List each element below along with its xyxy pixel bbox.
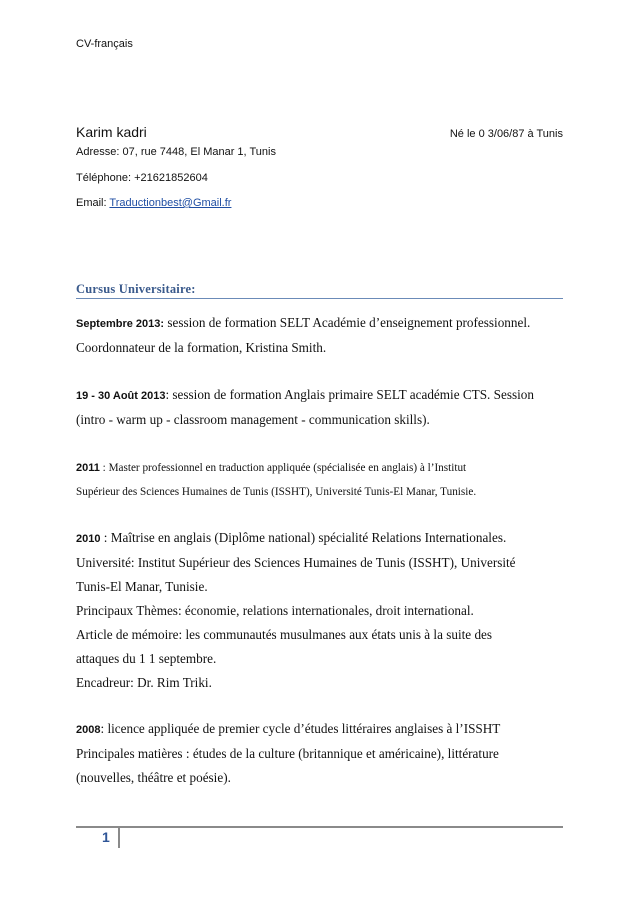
document-header: CV-français bbox=[76, 38, 133, 50]
entry-text: Principaux Thèmes: économie, relations internationales, droit international. bbox=[76, 603, 474, 618]
entry-date: 2010 bbox=[76, 533, 101, 545]
identity-row bbox=[76, 124, 563, 140]
birth-info: Né le 0 3/06/87 à Tunis bbox=[449, 128, 563, 140]
entry-text: attaques du 1 1 septembre. bbox=[76, 651, 217, 666]
phone: Téléphone: +21621852604 bbox=[76, 172, 208, 184]
entry-text: : Master professionnel en traduction appliquée (spécialisée en anglais) à l’Institut bbox=[99, 462, 467, 474]
entry-2013-sept bbox=[76, 311, 563, 360]
entry-text: session de formation SELT Académie d’enseignement professionnel. bbox=[164, 315, 531, 330]
section-divider bbox=[76, 298, 563, 299]
entry-text: : licence appliquée de premier cycle d’études littéraires anglaises à l’ISSHT bbox=[100, 721, 501, 736]
entry-text: Université: Institut Supérieur des Sciences Humaines de Tunis (ISSHT), Université bbox=[76, 555, 516, 570]
entry-2010 bbox=[76, 526, 563, 695]
entry-text: Encadreur: Dr. Rim Triki. bbox=[76, 675, 212, 690]
entry-date: Septembre 2013: bbox=[76, 318, 165, 330]
email-line bbox=[76, 197, 231, 209]
entry-text: Supérieur des Sciences Humaines de Tunis (ISSHT), Université Tunis-El Manar, Tunisie. bbox=[76, 486, 477, 498]
entry-text: : session de formation Anglais primaire SELT académie CTS. Session bbox=[165, 387, 534, 402]
person-name: Karim kadri bbox=[76, 124, 147, 140]
page-number: 1 bbox=[102, 829, 110, 845]
entry-2013-aout bbox=[76, 383, 563, 432]
entry-text: : Maîtrise en anglais (Diplôme national) spécialité Relations Internationales. bbox=[100, 530, 507, 545]
entry-text: (intro - warm up - classroom management - communication skills). bbox=[76, 412, 430, 427]
footer-separator bbox=[118, 826, 120, 848]
entry-text: Article de mémoire: les communautés musulmanes aux états unis à la suite des bbox=[76, 627, 493, 642]
footer-divider bbox=[76, 826, 563, 828]
email-link[interactable]: Traductionbest@Gmail.fr bbox=[109, 197, 232, 209]
entry-text: (nouvelles, théâtre et poésie). bbox=[76, 770, 231, 785]
entry-2011 bbox=[76, 456, 563, 504]
entry-text: Principales matières : études de la culture (britannique et américaine), littérature bbox=[76, 746, 499, 761]
section-title: Cursus Universitaire: bbox=[76, 282, 196, 296]
email-label: Email: bbox=[76, 197, 107, 209]
entry-text: Coordonnateur de la formation, Kristina Smith. bbox=[76, 340, 327, 355]
entry-date: 19 - 30 Août 2013 bbox=[76, 390, 166, 402]
entry-text: Tunis-El Manar, Tunisie. bbox=[76, 579, 208, 594]
entry-2008 bbox=[76, 717, 563, 790]
address: Adresse: 07, rue 7448, El Manar 1, Tunis bbox=[76, 146, 276, 158]
entry-date: 2011 bbox=[76, 462, 100, 474]
entry-date: 2008 bbox=[76, 724, 101, 736]
